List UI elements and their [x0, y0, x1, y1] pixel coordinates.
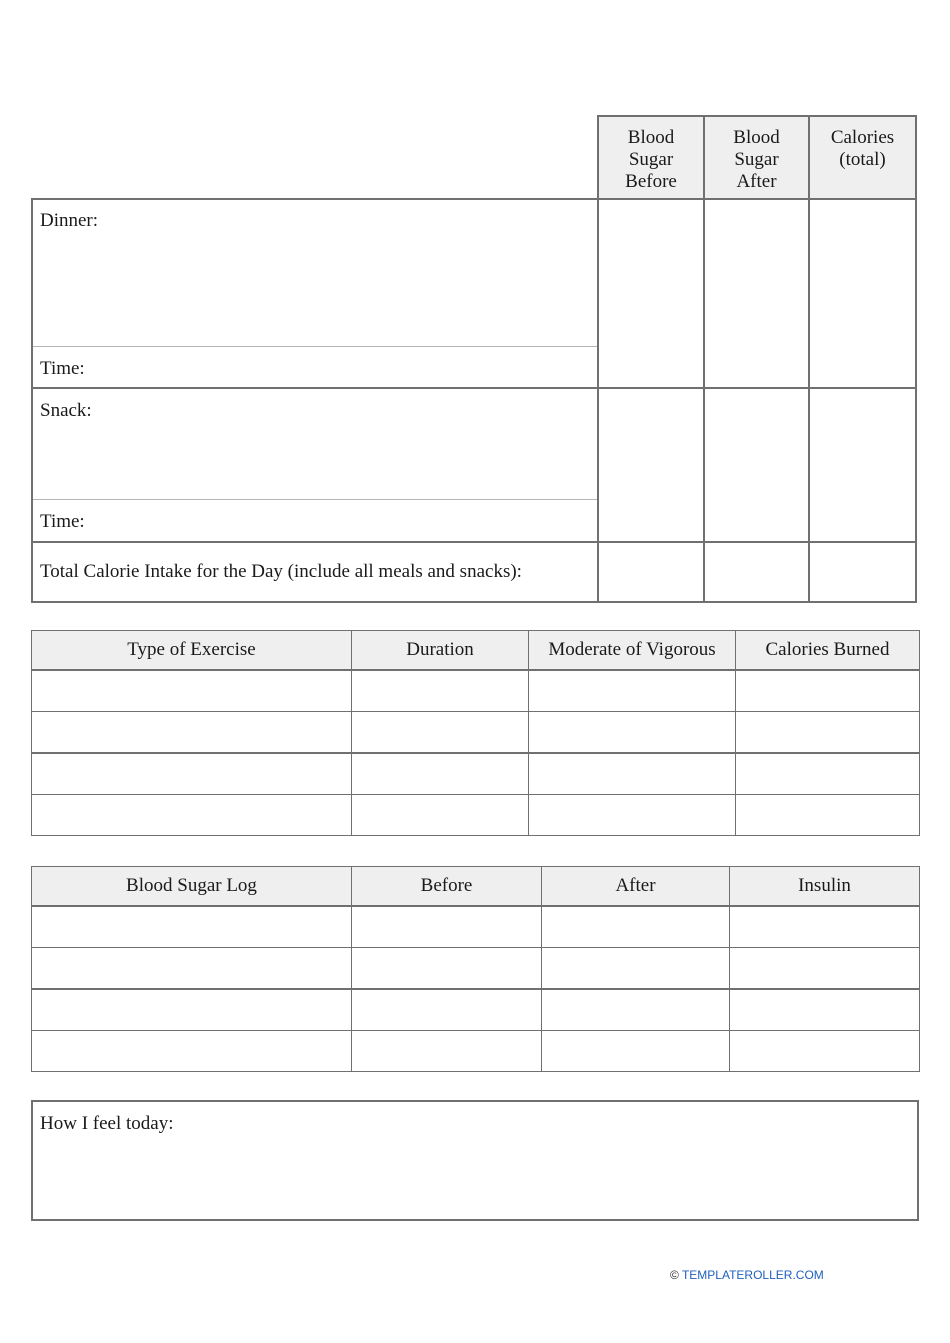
dinner-blood-sugar-after-cell[interactable]: [703, 198, 810, 389]
snack-time-divider: [33, 499, 597, 500]
table-cell[interactable]: [32, 948, 352, 990]
total-blood-sugar-before-cell[interactable]: [597, 541, 705, 603]
exercise-table: [31, 630, 920, 836]
table-cell[interactable]: [32, 670, 352, 712]
total-calorie-label: Total Calorie Intake for the Day (include all meals and snacks):: [40, 561, 522, 582]
table-cell[interactable]: [32, 1031, 352, 1072]
snack-label: Snack:: [40, 400, 92, 421]
dinner-time-label: Time:: [40, 358, 85, 379]
col-insulin: Insulin: [730, 867, 920, 907]
table-cell[interactable]: [352, 1031, 542, 1072]
dinner-calories-cell[interactable]: [808, 198, 917, 389]
table-row: [32, 948, 920, 990]
table-cell[interactable]: [736, 712, 920, 754]
col-moderate-or-vigorous: Moderate of Vigorous: [529, 631, 736, 671]
table-cell[interactable]: [529, 753, 736, 795]
table-cell[interactable]: [730, 989, 920, 1031]
table-row: [32, 906, 920, 948]
table-cell[interactable]: [352, 670, 529, 712]
table-cell[interactable]: [352, 948, 542, 990]
table-row: [32, 670, 920, 712]
header-line: After: [736, 171, 777, 192]
header-line: (total): [839, 149, 886, 170]
table-cell[interactable]: [529, 670, 736, 712]
header-blood-sugar-before: [597, 115, 705, 200]
col-after: After: [542, 867, 730, 907]
table-cell[interactable]: [32, 753, 352, 795]
snack-entry-area[interactable]: [31, 387, 599, 543]
dinner-entry-area[interactable]: [31, 198, 599, 389]
header-line: Blood: [733, 127, 780, 148]
table-cell[interactable]: [736, 795, 920, 836]
table-cell[interactable]: [529, 712, 736, 754]
table-cell[interactable]: [542, 948, 730, 990]
table-cell[interactable]: [352, 712, 529, 754]
total-blood-sugar-after-cell[interactable]: [703, 541, 810, 603]
col-duration: Duration: [352, 631, 529, 671]
header-line: Sugar: [734, 149, 779, 170]
header-line: Blood: [627, 127, 675, 148]
header-line: Before: [625, 171, 677, 192]
table-row: [32, 795, 920, 836]
table-cell[interactable]: [32, 795, 352, 836]
snack-blood-sugar-after-cell[interactable]: [703, 387, 810, 543]
snack-time-label: Time:: [40, 511, 85, 532]
col-before: Before: [352, 867, 542, 907]
dinner-time-divider: [33, 346, 597, 347]
snack-blood-sugar-before-cell[interactable]: [597, 387, 705, 543]
dinner-blood-sugar-before-cell[interactable]: [597, 198, 705, 389]
table-row: [32, 1031, 920, 1072]
snack-calories-cell[interactable]: [808, 387, 917, 543]
header-line: Sugar: [628, 149, 674, 170]
exercise-header-row: [32, 631, 920, 671]
col-type-of-exercise: Type of Exercise: [32, 631, 352, 671]
table-cell[interactable]: [542, 989, 730, 1031]
table-cell[interactable]: [32, 989, 352, 1031]
table-row: [32, 989, 920, 1031]
table-cell[interactable]: [736, 670, 920, 712]
footer-credit: [670, 1268, 824, 1282]
table-cell[interactable]: [352, 795, 529, 836]
table-row: [32, 753, 920, 795]
copyright-symbol: ©: [670, 1268, 679, 1282]
total-calories-cell[interactable]: [808, 541, 917, 603]
table-cell[interactable]: [352, 753, 529, 795]
table-cell[interactable]: [352, 989, 542, 1031]
col-calories-burned: Calories Burned: [736, 631, 920, 671]
table-cell[interactable]: [32, 906, 352, 948]
table-cell[interactable]: [542, 1031, 730, 1072]
blood-sugar-log-table: [31, 866, 920, 1072]
table-cell[interactable]: [730, 1031, 920, 1072]
col-blood-sugar-log: Blood Sugar Log: [32, 867, 352, 907]
table-cell[interactable]: [736, 753, 920, 795]
table-cell[interactable]: [730, 906, 920, 948]
templateroller-link[interactable]: TEMPLATEROLLER.COM: [681, 1268, 824, 1282]
table-cell[interactable]: [32, 712, 352, 754]
table-cell[interactable]: [529, 795, 736, 836]
blood-sugar-header-row: [32, 867, 920, 907]
table-cell[interactable]: [352, 906, 542, 948]
table-cell[interactable]: [542, 906, 730, 948]
feel-today-label: How I feel today:: [40, 1113, 174, 1134]
header-calories-total: [808, 115, 917, 200]
header-line: Calories: [830, 127, 895, 148]
header-blood-sugar-after: [703, 115, 810, 200]
table-row: [32, 712, 920, 754]
dinner-label: Dinner:: [40, 210, 99, 231]
table-cell[interactable]: [730, 948, 920, 990]
